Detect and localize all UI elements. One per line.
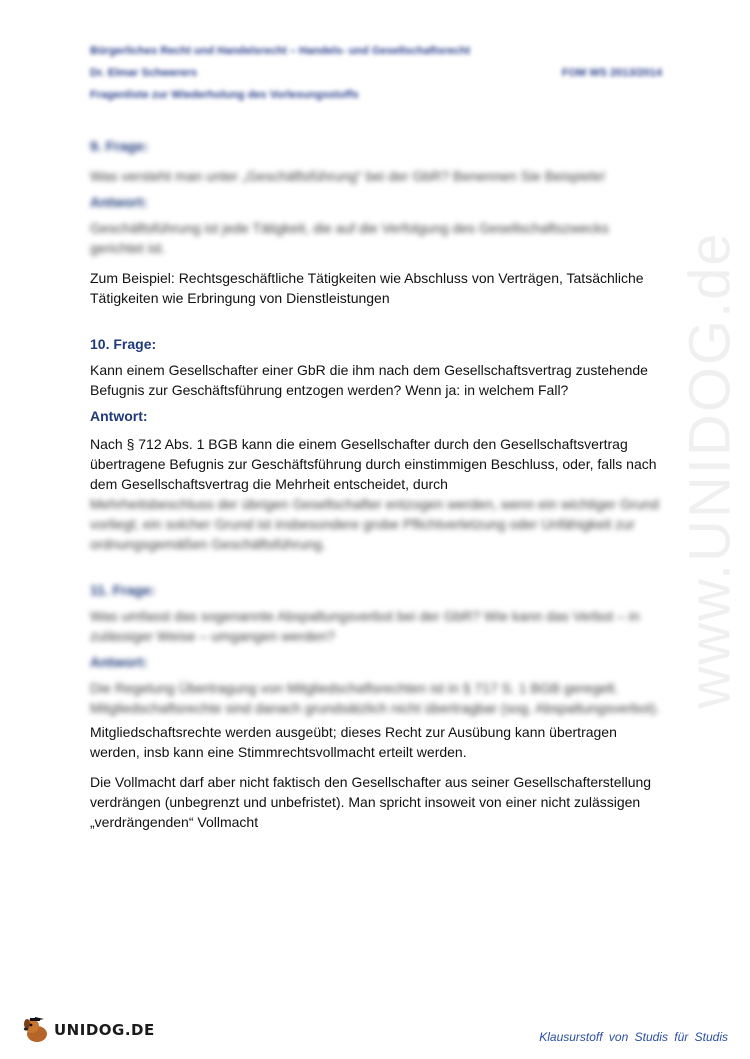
question-10-text: Kann einem Gesellschafter einer GbR die ihm nach dem Gesellschaftsvertrag zustehende Befugnis zur Geschäftsführung entzogen werden? Wenn ja: in welchem Fall? xyxy=(90,362,648,398)
question-9-answer: Zum Beispiel: Rechtsgeschäftliche Tätigkeiten wie Abschluss von Verträgen, Tatsächliche Tätigkeiten wie Erbringung von Dienstleistungen xyxy=(90,270,644,306)
question-9-answer-blurred: Geschäftsführung ist jede Tätigkeit, die auf die Verfolgung des Gesellschaftszwecks gerichtet ist. xyxy=(90,220,609,256)
header-subtitle-row xyxy=(90,88,662,110)
header-course-title: Bürgerliches Recht und Handelsrecht – Handels- und Gesellschaftsrecht xyxy=(90,45,471,57)
dog-mascot-icon xyxy=(22,1016,52,1044)
header-semester: FOM WS 2013/2014 xyxy=(561,67,662,79)
question-11-answer-part1: Mitgliedschaftsrechte werden ausgeübt; dieses Recht zur Ausübung kann übertragen werden, insb kann eine Stimmrechtsvollmacht erteilt werden. xyxy=(90,724,617,760)
question-10-answer-label: Antwort: xyxy=(90,408,148,424)
question-10-block xyxy=(90,336,662,554)
question-10-answer: Nach § 712 Abs. 1 BGB kann die einem Gesellschafter durch den Gesellschaftsvertrag übertragene Befugnis zur Geschäftsführung durch einstimmigen Beschluss, oder, falls nach dem Gesellschaftsvertrag die Mehrheit entscheidet, durch xyxy=(90,436,657,492)
question-9-text: Was versteht man unter „Geschäftsführung“ bei der GbR? Benennen Sie Beispiele! xyxy=(90,168,606,184)
watermark-text: www.UNIDOG.de xyxy=(677,231,743,709)
header-course-row xyxy=(90,44,662,66)
question-9-label: 9. Frage: xyxy=(90,138,149,154)
question-9-answer-label: Antwort: xyxy=(90,194,148,210)
footer-tagline: Klausurstoff von Studis für Studis xyxy=(539,1030,728,1044)
question-11-answer-label: Antwort: xyxy=(90,654,148,670)
header-lecturer: Dr. Elmar Schwerers xyxy=(90,67,198,79)
question-10-answer-blurred: Mehrheitsbeschluss der übrigen Gesellschafter entzogen werden, wenn ein wichtiger Grund vorliegt; ein solcher Grund ist insbesondere grobe Pflichtverletzung oder Unfähigkeit zur ordnungsgemäßen Geschäftsführung. xyxy=(90,496,659,552)
question-11-answer-blurred: Die Regelung Übertragung von Mitgliedschaftsrechten ist in § 717 S. 1 BGB geregelt. Mitgliedschaftsrechte sind danach grundsätzlich nicht übertragbar (sog. Abspaltungsverbot). xyxy=(90,680,660,716)
question-10-label: 10. Frage: xyxy=(90,336,157,352)
logo-wordmark: UNIDOG.DE xyxy=(54,1021,155,1039)
document-content xyxy=(90,138,662,832)
header-subtitle: Fragenliste zur Wiederholung des Vorlesungsstoffs xyxy=(90,89,359,101)
document-header xyxy=(90,44,662,110)
question-11-block xyxy=(90,582,662,832)
question-11-label: 11. Frage: xyxy=(90,582,156,598)
question-9-block xyxy=(90,138,662,308)
question-11-text: Was umfasst das sogenannte Abspaltungsverbot bei der GbR? Wie kann das Verbot – in zulässiger Weise – umgangen werden? xyxy=(90,608,640,644)
unidog-logo xyxy=(22,1016,155,1044)
question-11-answer-part2: Die Vollmacht darf aber nicht faktisch den Gesellschafter aus seiner Gesellschafterstellung verdrängen (unbegrenzt und unbefristet). Man spricht insoweit von einer nicht zulässigen „verdrängenden“ Vollmacht xyxy=(90,774,652,830)
header-lecturer-row xyxy=(90,66,662,88)
